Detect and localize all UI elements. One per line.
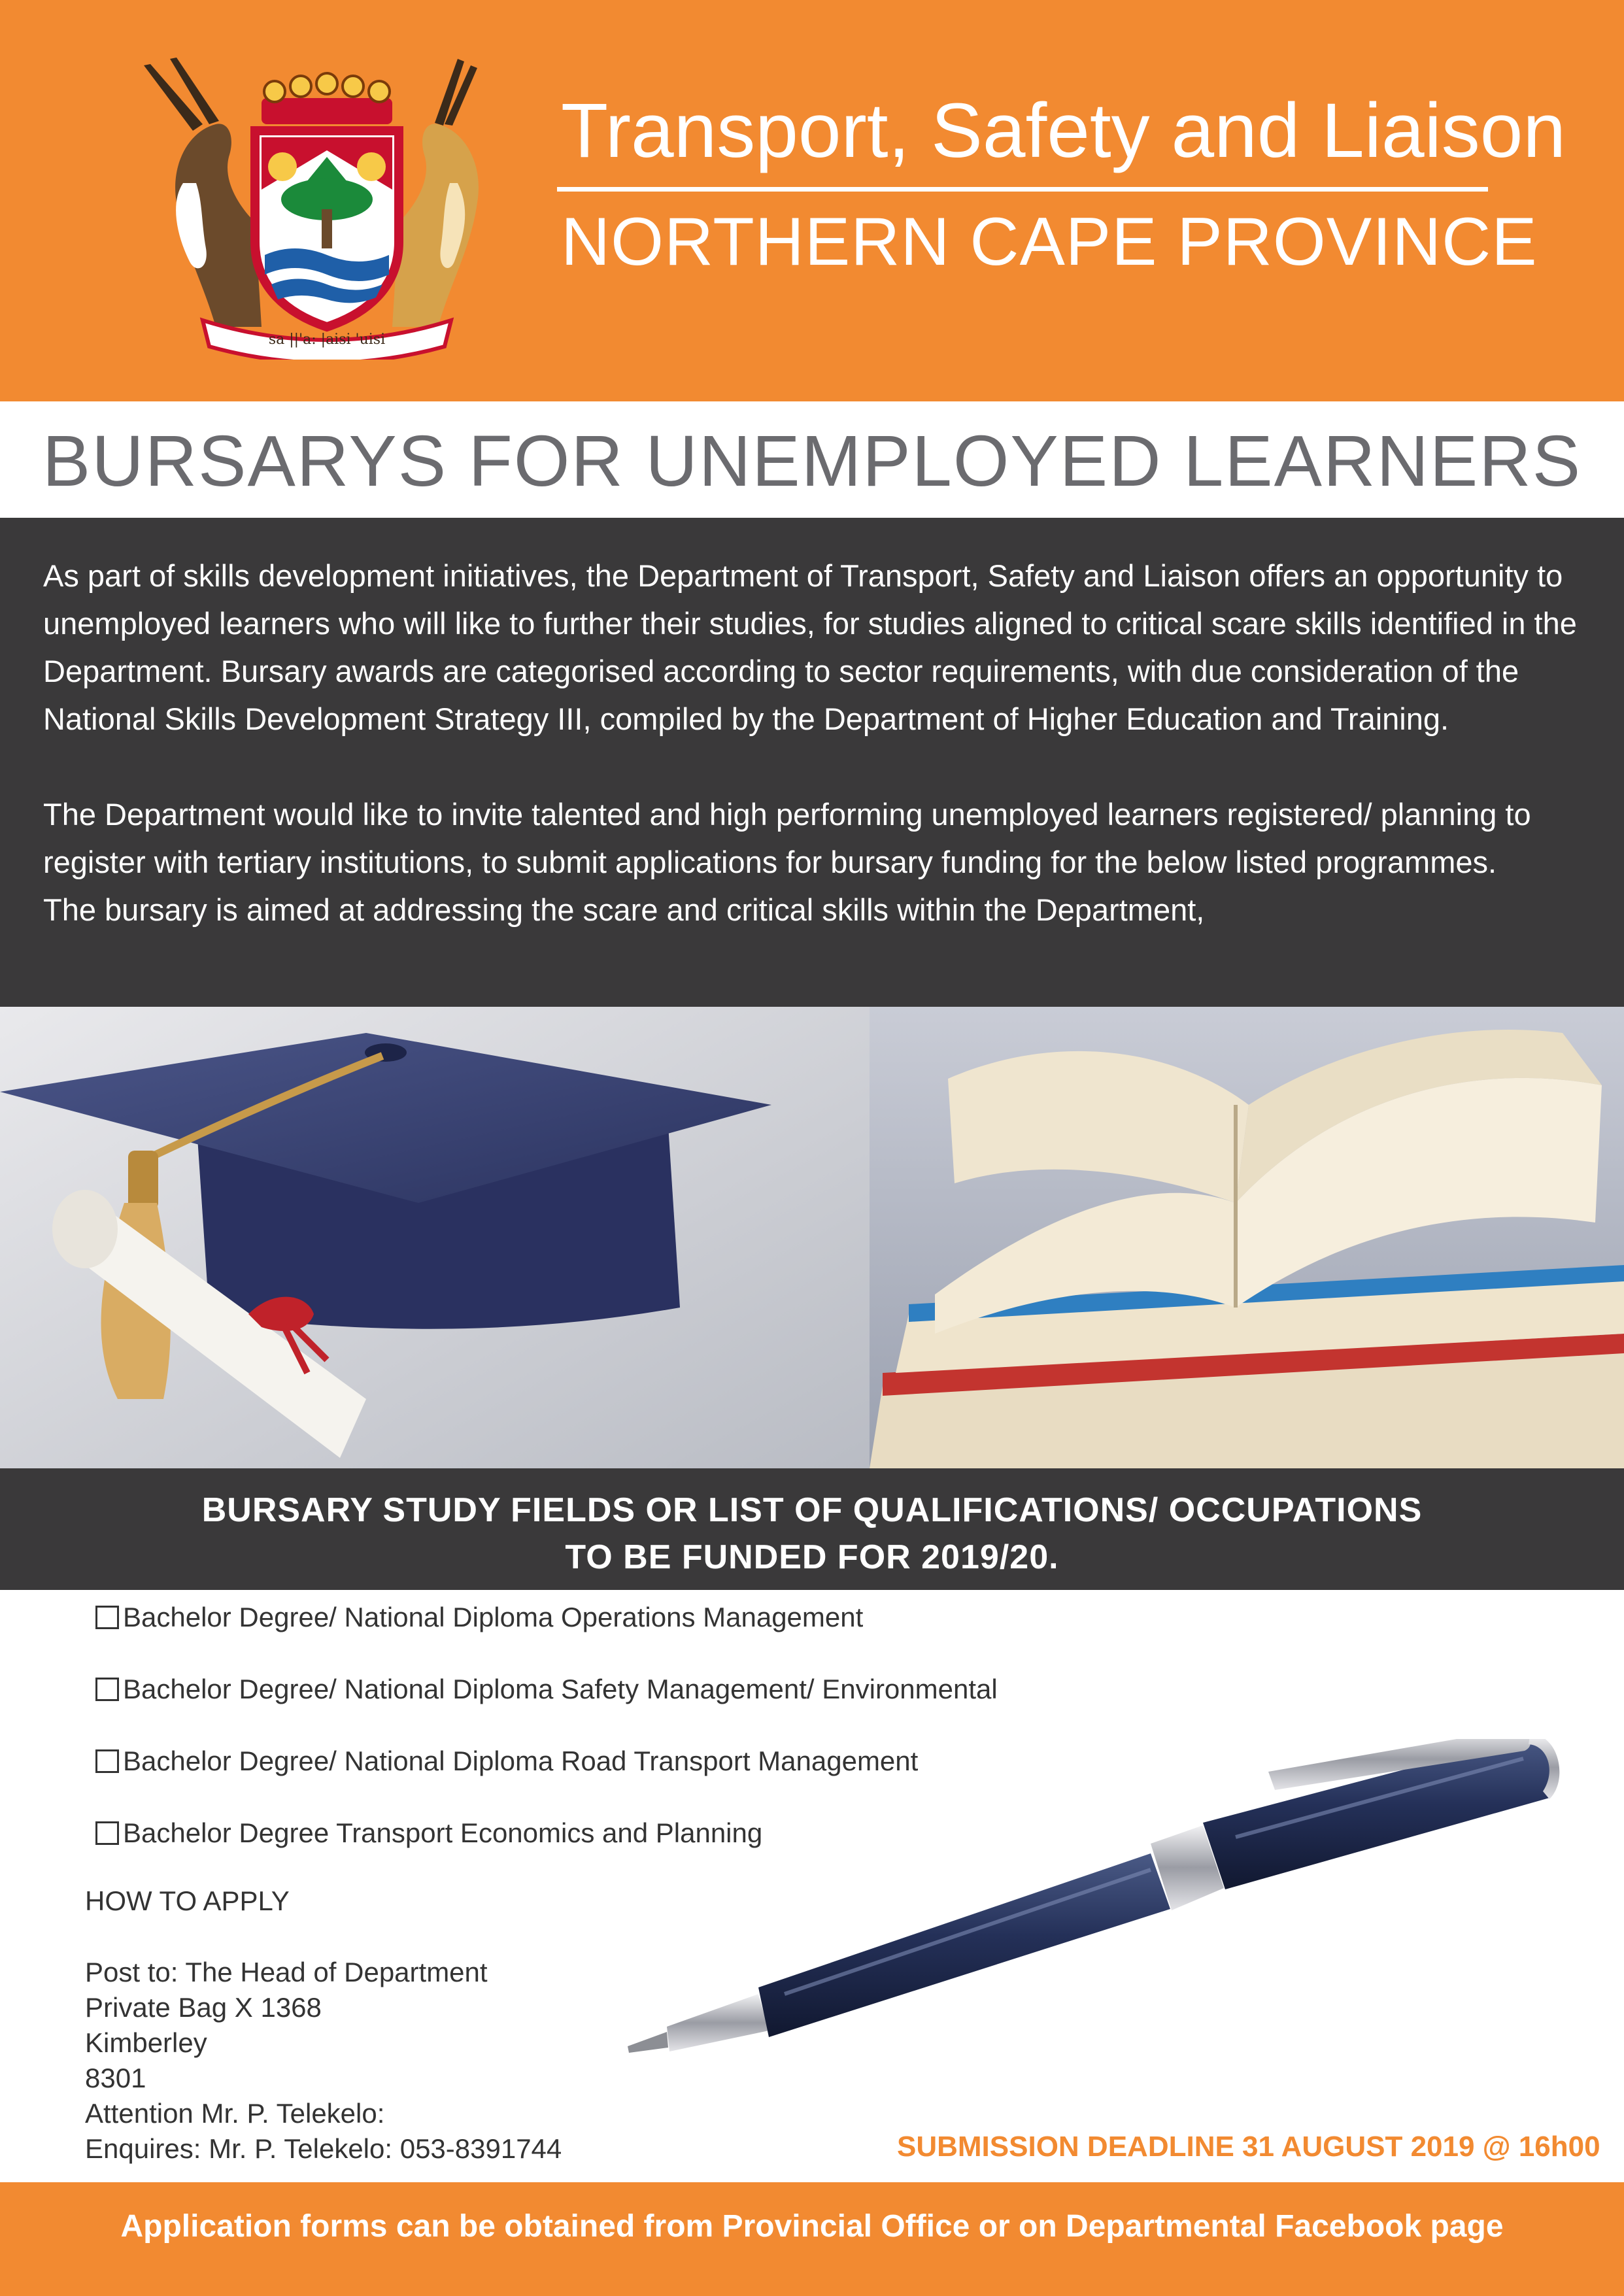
- crest-motto: sa ||'a: |aisi 'uisi: [268, 331, 386, 348]
- enquiries-line: Enquires: Mr. P. Telekelo: 053-8391744: [85, 2133, 562, 2164]
- submission-deadline: SUBMISSION DEADLINE 31 AUGUST 2019 @ 16h00: [897, 2131, 1600, 2163]
- how-to-apply: [85, 1883, 673, 2167]
- address-line: 8301: [85, 2063, 146, 2093]
- address-line: Kimberley: [85, 2027, 207, 2058]
- open-books-icon: [870, 1007, 1624, 1468]
- checkbox-icon: [95, 1606, 119, 1629]
- footer-text: Application forms can be obtained from Provincial Office or on Departmental Facebook page: [120, 2209, 1504, 2244]
- study-fields-heading: [0, 1468, 1624, 1590]
- checkbox-icon: [95, 1749, 119, 1773]
- header-divider: [557, 187, 1488, 192]
- header-banner: [0, 0, 1624, 401]
- checkbox-icon: [95, 1678, 119, 1701]
- study-fields-heading-line-2: TO BE FUNDED FOR 2019/20.: [565, 1538, 1059, 1576]
- coat-of-arms-icon: [131, 52, 523, 360]
- page-title: BURSARYS FOR UNEMPLOYED LEARNERS: [42, 421, 1582, 501]
- study-fields-heading-line-1: BURSARY STUDY FIELDS OR LIST OF QUALIFICATIONS/ OCCUPATIONS: [201, 1491, 1423, 1529]
- list-item-label: Bachelor Degree/ National Diploma Safety Management/ Environmental: [123, 1674, 998, 1704]
- department-title: Transport, Safety and Liaison: [561, 88, 1566, 174]
- intro-panel: [0, 518, 1624, 1007]
- address-line: Post to: The Head of Department: [85, 1957, 488, 1987]
- intro-paragraph-2: The Department would like to invite talented and high performing unemployed learners registered/ planning to register with tertiary institutions, to submit applications for bursary funding for the below listed programmes. The bursary is aimed at addressing the scare and critical skills within the Department,: [43, 797, 1531, 927]
- list-item-label: Bachelor Degree/ National Diploma Road Transport Management: [123, 1746, 919, 1776]
- list-item: [95, 1670, 1142, 1742]
- postal-address: [85, 1955, 673, 2167]
- photo-strip: [0, 1007, 1624, 1468]
- graduation-cap-scroll-icon: [0, 1007, 870, 1468]
- list-item-label: Bachelor Degree Transport Economics and Planning: [123, 1817, 763, 1848]
- intro-paragraph-1: As part of skills development initiatives, the Department of Transport, Safety and Liaison offers an opportunity to unemployed learners who will like to further their studies, for studies aligned to critical scare skills identified in the Department. Bursary awards are categorised according to sector requirements, with due consideration of the National Skills Development Strategy III, compiled by the Department of Higher Education and Training.: [43, 558, 1577, 736]
- list-item: [95, 1598, 1142, 1670]
- list-item-label: Bachelor Degree/ National Diploma Operations Management: [123, 1602, 864, 1632]
- checkbox-icon: [95, 1821, 119, 1845]
- footer-banner: [0, 2182, 1624, 2296]
- address-line: Private Bag X 1368: [85, 1992, 322, 2023]
- how-to-apply-heading: HOW TO APPLY: [85, 1885, 290, 1916]
- ballpoint-pen-icon: [615, 1739, 1569, 2105]
- province-subtitle: NORTHERN CAPE PROVINCE: [561, 204, 1538, 280]
- attention-line: Attention Mr. P. Telekelo:: [85, 2098, 385, 2129]
